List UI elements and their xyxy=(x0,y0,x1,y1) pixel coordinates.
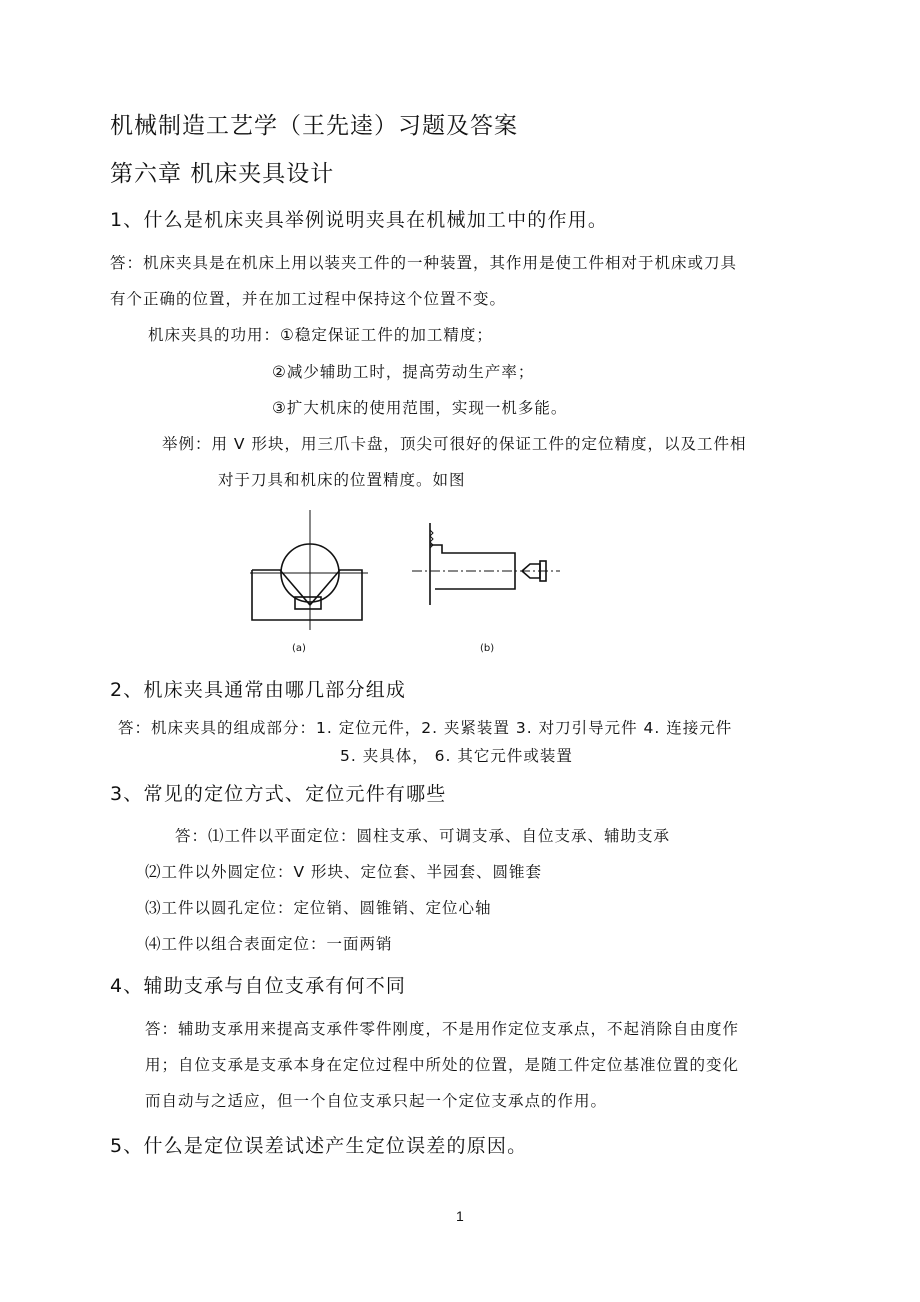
question-4: 4、辅助支承与自位支承有何不同 xyxy=(110,975,407,997)
q1-answer-line-2: 有个正确的位置，并在加工过程中保持这个位置不变。 xyxy=(110,290,507,308)
question-1: 1、什么是机床夹具举例说明夹具在机械加工中的作用。 xyxy=(110,209,609,231)
q4-line-1: 答：辅助支承用来提高支承件零件刚度，不是用作定位支承点，不起消除自由度作 xyxy=(145,1020,740,1038)
question-2: 2、机床夹具通常由哪几部分组成 xyxy=(110,679,407,701)
q1-example-line-2: 对于刀具和机床的位置精度。如图 xyxy=(218,471,466,489)
q1-function-2: ②减少辅助工时，提高劳动生产率； xyxy=(272,363,535,381)
q3-line-3: ⑶工件以圆孔定位：定位销、圆锥销、定位心轴 xyxy=(145,899,492,917)
fixture-diagram xyxy=(240,505,570,665)
q1-functions-label: 机床夹具的功用：①稳定保证工件的加工精度； xyxy=(148,326,493,344)
q4-line-2: 用；自位支承是支承本身在定位过程中所处的位置，是随工件定位基准位置的变化 xyxy=(145,1056,740,1074)
workpiece-shaft xyxy=(430,545,515,589)
v-block-drawing xyxy=(250,510,368,630)
chapter-title: 第六章 机床夹具设计 xyxy=(110,161,335,187)
v-block-body xyxy=(252,570,362,620)
q3-line-1: 答：⑴工件以平面定位：圆柱支承、可调支承、自位支承、辅助支承 xyxy=(175,827,671,845)
q4-line-3: 而自动与之适应，但一个自位支承只起一个定位支承点的作用。 xyxy=(145,1092,608,1110)
fixture-figure xyxy=(240,505,570,665)
question-3: 3、常见的定位方式、定位元件有哪些 xyxy=(110,783,447,805)
figure-label-a: (a) xyxy=(292,643,306,654)
q2-answer-line-2: 5. 夹具体， 6. 其它元件或装置 xyxy=(340,747,573,765)
q1-function-3: ③扩大机床的使用范围，实现一机多能。 xyxy=(272,399,568,417)
q3-line-4: ⑷工件以组合表面定位：一面两销 xyxy=(145,935,393,953)
figure-label-b: (b) xyxy=(480,643,495,654)
q1-example-line-1: 举例：用 V 形块，用三爪卡盘，顶尖可很好的保证工件的定位精度，以及工件相 xyxy=(162,435,747,453)
q2-answer-line-1: 答：机床夹具的组成部分：1. 定位元件，2. 夹紧装置 3. 对刀引导元件 4. 连接元件 xyxy=(118,719,733,737)
q1-answer-line-1: 答：机床夹具是在机床上用以装夹工件的一种装置，其作用是使工件相对于机床或刀具 xyxy=(110,254,738,272)
q3-line-2: ⑵工件以外圆定位：V 形块、定位套、半园套、圆锥套 xyxy=(145,863,543,881)
document-title: 机械制造工艺学（王先逵）习题及答案 xyxy=(110,113,518,139)
chuck-drawing xyxy=(412,523,560,605)
page-number: 1 xyxy=(456,1208,464,1224)
question-5: 5、什么是定位误差试述产生定位误差的原因。 xyxy=(110,1135,528,1157)
